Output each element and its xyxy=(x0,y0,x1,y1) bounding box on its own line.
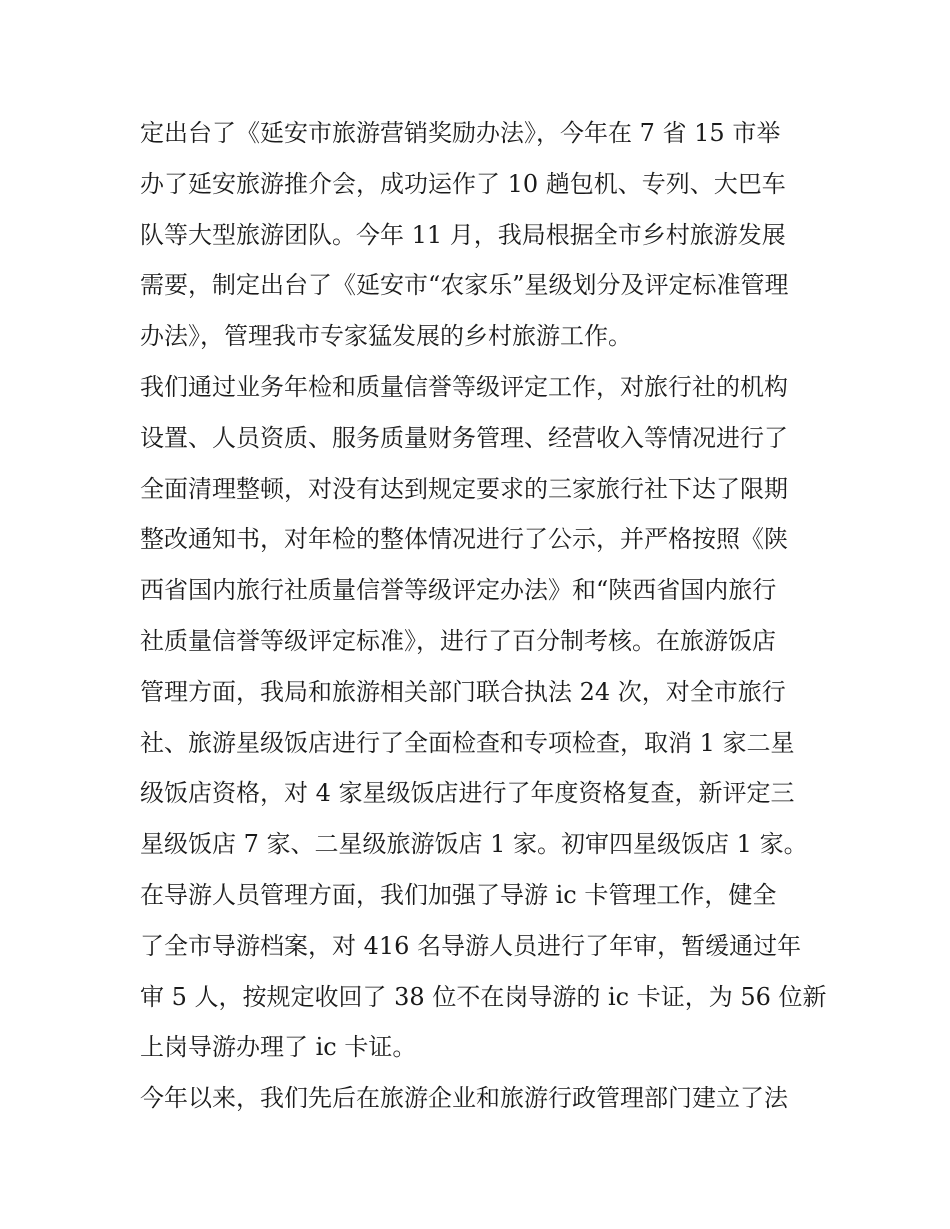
text-line-3: 队等大型旅游团队。今年 11 月，我局根据全市乡村旅游发展 xyxy=(140,220,786,249)
text-line-8: 全面清理整顿，对没有达到规定要求的三家旅行社下达了限期 xyxy=(140,474,788,503)
text-line-13: 社、旅游星级饭店进行了全面检查和专项检查，取消 1 家二星 xyxy=(140,728,795,757)
text-line-14: 级饭店资格，对 4 家星级饭店进行了年度资格复查，新评定三 xyxy=(140,779,795,808)
text-line-4: 需要，制定出台了《延安市“农家乐”星级划分及评定标准管理 xyxy=(140,271,789,300)
text-line-10: 西省国内旅行社质量信誉等级评定办法》和“陕西省国内旅行 xyxy=(140,576,777,605)
text-line-7: 设置、人员资质、服务质量财务管理、经营收入等情况进行了 xyxy=(140,423,788,452)
text-line-17: 了全市导游档案，对 416 名导游人员进行了年审，暂缓通过年 xyxy=(140,931,802,960)
text-line-9: 整改通知书，对年检的整体情况进行了公示，并严格按照《陕 xyxy=(140,525,788,554)
text-line-12: 管理方面，我局和旅游相关部门联合执法 24 次，对全市旅行 xyxy=(140,677,786,706)
text-line-15: 星级饭店 7 家、二星级旅游饭店 1 家。初审四星级饭店 1 家。 xyxy=(140,830,808,859)
text-line-1: 定出台了《延安市旅游营销奖励办法》，今年在 7 省 15 市举 xyxy=(140,119,781,147)
text-line-2: 办了延安旅游推介会，成功运作了 10 趟包机、专列、大巴车 xyxy=(140,169,786,198)
text-line-5: 办法》，管理我市专家猛发展的乡村旅游工作。 xyxy=(140,322,632,351)
document-body xyxy=(140,108,827,1124)
text-line-16: 在导游人员管理方面，我们加强了导游 ic 卡管理工作，健全 xyxy=(140,880,777,909)
text-line-19: 上岗导游办理了 ic 卡证。 xyxy=(140,1033,417,1062)
text-line-20: 今年以来，我们先后在旅游企业和旅游行政管理部门建立了法 xyxy=(140,1084,788,1113)
text-line-18: 审 5 人，按规定收回了 38 位不在岗导游的 ic 卡证，为 56 位新 xyxy=(140,982,827,1011)
text-line-11: 社质量信誉等级评定标准》，进行了百分制考核。在旅游饭店 xyxy=(140,626,776,655)
text-line-6: 我们通过业务年检和质量信誉等级评定工作，对旅行社的机构 xyxy=(140,372,788,401)
